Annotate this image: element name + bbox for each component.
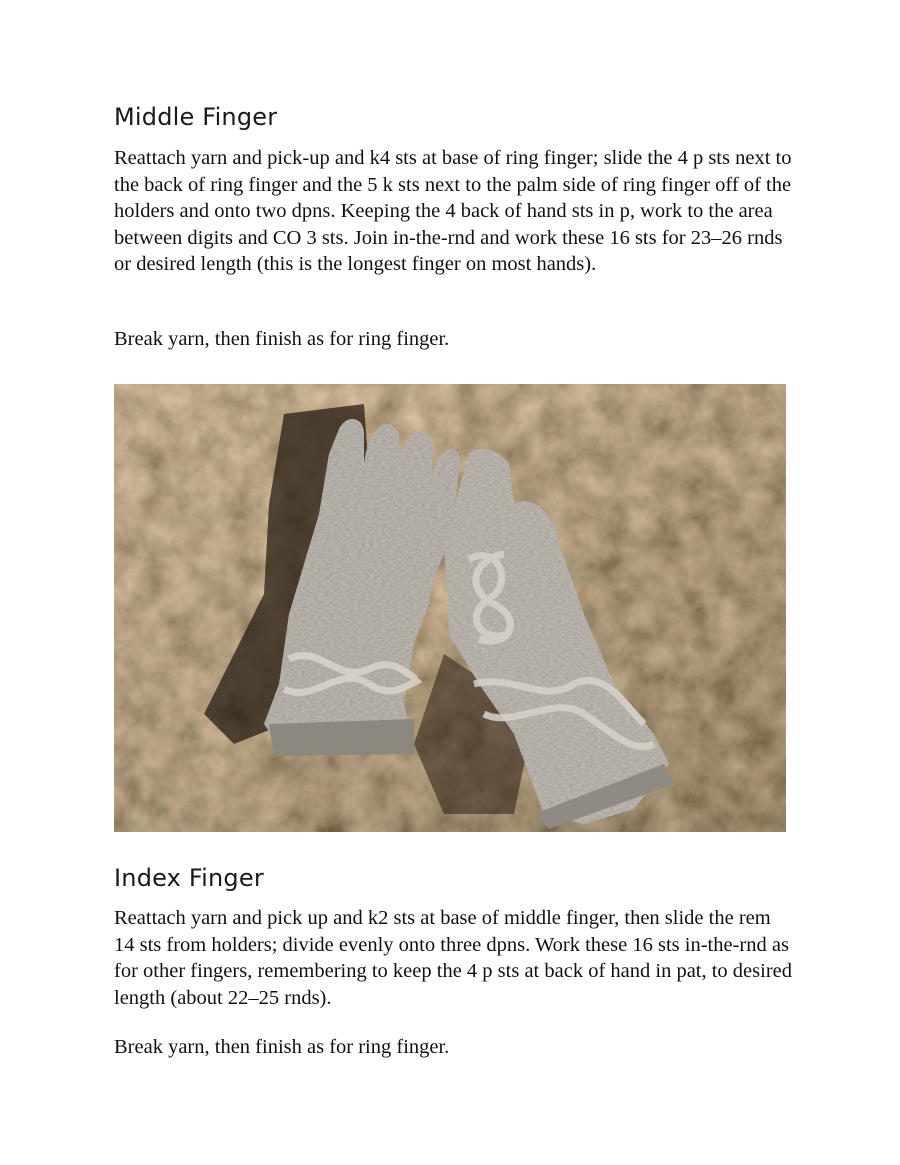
index-finger-finish-note: Break yarn, then finish as for ring finger. [114, 1036, 450, 1058]
middle-finger-finish-note: Break yarn, then finish as for ring finger. [114, 328, 450, 350]
gloves-photo [114, 384, 786, 832]
section-heading-index-finger: Index Finger [114, 864, 264, 892]
middle-finger-instructions: Reattach yarn and pick-up and k4 sts at base of ring finger; slide the 4 p sts next to the back of ring finger and the 5 k sts next to the palm side of ring finger off of the holders and onto two dpns. Keeping the 4 back of hand sts in p, work to the area between digits and CO 3 sts. Join in-the-rnd and work these 16 sts for 23–26 rnds or desired length (this is the longest finger on most hands). [114, 147, 792, 276]
section-heading-middle-finger: Middle Finger [114, 103, 278, 131]
index-finger-instructions: Reattach yarn and pick up and k2 sts at base of middle finger, then slide the rem 14 sts from holders; divide evenly onto three dpns. Work these 16 sts in-the-rnd as for other fingers, remembering to keep the 4 p sts at back of hand in pat, to desired length (about 22–25 rnds). [114, 907, 793, 1009]
